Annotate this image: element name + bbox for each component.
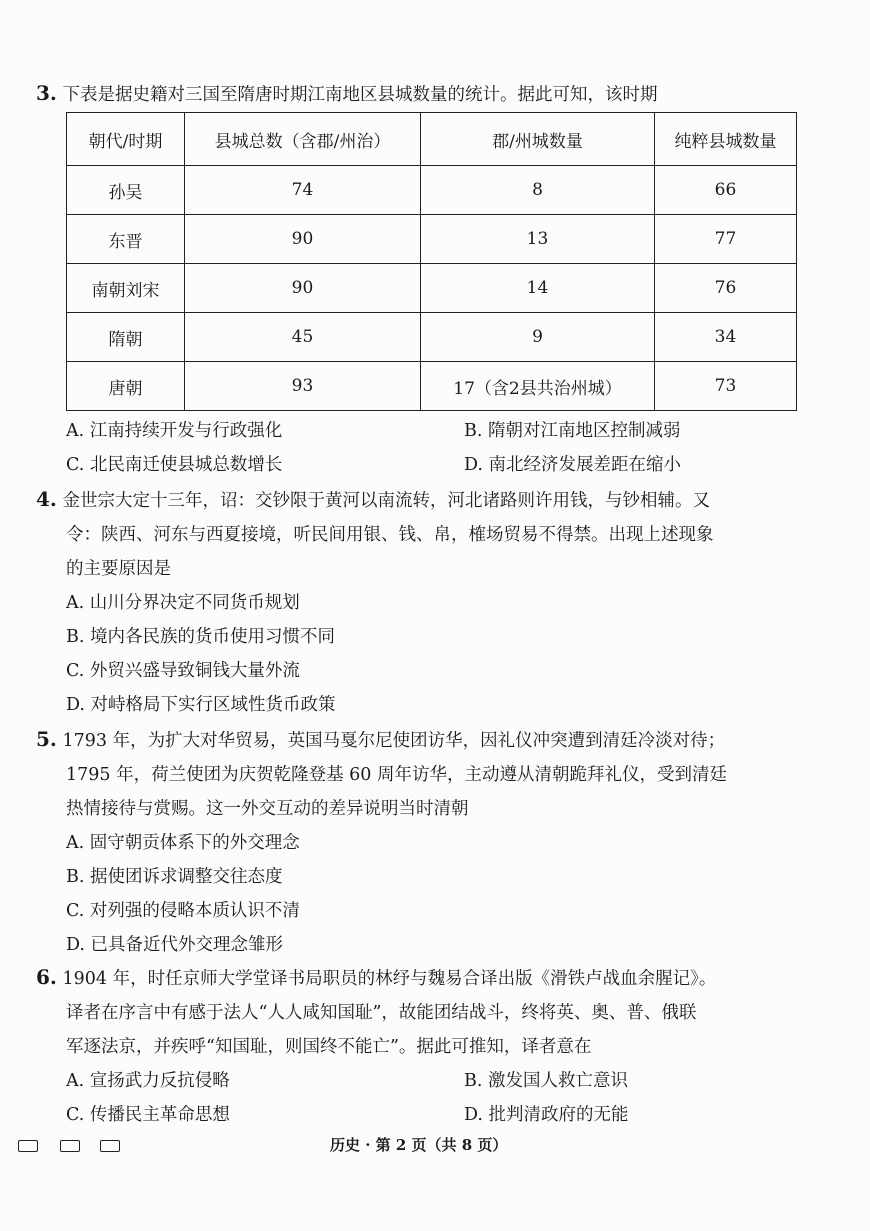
table-cell: 隋朝	[67, 313, 185, 362]
county-count-table	[66, 112, 797, 411]
option-d[interactable]: D. 南北经济发展差距在缩小	[464, 455, 682, 475]
question-text: 下表是据史籍对三国至隋唐时期江南地区县城数量的统计。据此可知，该时期	[62, 85, 658, 105]
table-cell: 93	[185, 362, 421, 411]
option-b[interactable]: B. 据使团诉求调整交往态度	[66, 867, 283, 887]
option-a[interactable]: A. 山川分界决定不同货币规划	[66, 593, 300, 613]
table-header-cell: 朝代/时期	[67, 113, 185, 166]
question-number: 3.	[36, 81, 57, 105]
table-cell: 9	[421, 313, 655, 362]
table-cell: 唐朝	[67, 362, 185, 411]
option-b[interactable]: B. 激发国人救亡意识	[464, 1071, 628, 1091]
question-3-options	[36, 414, 806, 482]
table-cell: 南朝刘宋	[67, 264, 185, 313]
table-row	[67, 215, 797, 264]
question-4	[36, 482, 806, 722]
option-a[interactable]: A. 江南持续开发与行政强化	[66, 421, 283, 441]
question-text-line: 译者在序言中有感于法人“人人咸知国耻”，故能团结战斗，终将英、奥、普、俄联	[66, 1003, 697, 1023]
answer-box-icon	[100, 1140, 120, 1152]
option-a[interactable]: A. 固守朝贡体系下的外交理念	[66, 833, 300, 853]
option-c[interactable]: C. 北民南迁使县城总数增长	[66, 455, 283, 475]
option-d[interactable]: D. 批判清政府的无能	[464, 1105, 629, 1125]
table-header-cell: 郡/州城数量	[421, 113, 655, 166]
table-header-row	[67, 113, 797, 166]
table-cell: 73	[655, 362, 797, 411]
question-5	[36, 722, 806, 962]
question-text-line: 金世宗大定十三年，诏：交钞限于黄河以南流转，河北诸路则许用钱，与钞相辅。又	[62, 491, 710, 511]
option-b[interactable]: B. 隋朝对江南地区控制减弱	[464, 421, 681, 441]
table-cell: 13	[421, 215, 655, 264]
table-header-cell: 县城总数（含郡/州治）	[185, 113, 421, 166]
table-cell: 66	[655, 166, 797, 215]
table-cell: 东晋	[67, 215, 185, 264]
question-3	[36, 76, 806, 112]
option-c[interactable]: C. 传播民主革命思想	[66, 1105, 230, 1125]
table-cell: 74	[185, 166, 421, 215]
question-text-line: 1795 年，荷兰使团为庆贺乾隆登基 60 周年访华，主动遵从清朝跪拜礼仪，受到清廷	[66, 765, 727, 785]
table-cell: 34	[655, 313, 797, 362]
question-number: 6.	[36, 965, 57, 989]
question-5-stem	[36, 722, 806, 758]
question-text-line: 的主要原因是	[66, 559, 171, 579]
question-6	[36, 960, 806, 1132]
table-row	[67, 264, 797, 313]
question-3-stem	[36, 76, 806, 112]
answer-box-icon	[60, 1140, 80, 1152]
option-a[interactable]: A. 宣扬武力反抗侵略	[66, 1071, 230, 1091]
option-d[interactable]: D. 对峙格局下实行区域性货币政策	[66, 695, 336, 715]
question-text-line: 军逐法京，并疾呼“知国耻，则国终不能亡”。据此可推知，译者意在	[66, 1037, 592, 1057]
option-b[interactable]: B. 境内各民族的货币使用习惯不同	[66, 627, 335, 647]
table-cell: 14	[421, 264, 655, 313]
table-cell: 45	[185, 313, 421, 362]
question-4-stem	[36, 482, 806, 518]
option-c[interactable]: C. 外贸兴盛导致铜钱大量外流	[66, 661, 300, 681]
option-c[interactable]: C. 对列强的侵略本质认识不清	[66, 901, 300, 921]
table-cell: 90	[185, 215, 421, 264]
table-header-cell: 纯粹县城数量	[655, 113, 797, 166]
question-text-line: 1793 年，为扩大对华贸易，英国马戛尔尼使团访华，因礼仪冲突遭到清廷冷淡对待；	[62, 731, 726, 751]
table-row	[67, 362, 797, 411]
table-cell: 8	[421, 166, 655, 215]
page-footer	[0, 1134, 870, 1156]
table-row	[67, 166, 797, 215]
question-number: 4.	[36, 487, 57, 511]
table-cell: 77	[655, 215, 797, 264]
question-6-stem	[36, 960, 806, 996]
option-d[interactable]: D. 已具备近代外交理念雏形	[66, 935, 284, 955]
table-cell: 孙吴	[67, 166, 185, 215]
question-text-line: 热情接待与赏赐。这一外交互动的差异说明当时清朝	[66, 799, 469, 819]
question-text-line: 1904 年，时任京师大学堂译书局职员的林纾与魏易合译出版《滑铁卢战血余腥记》。	[62, 969, 717, 989]
table-row	[67, 313, 797, 362]
table-cell: 90	[185, 264, 421, 313]
question-text-line: 令：陕西、河东与西夏接境，听民间用银、钱、帛，榷场贸易不得禁。出现上述现象	[66, 525, 714, 545]
table-cell: 17（含2县共治州城）	[421, 362, 655, 411]
question-number: 5.	[36, 727, 57, 751]
answer-box-icon	[18, 1140, 38, 1152]
page-number-label: 历史 · 第 2 页（共 8 页）	[330, 1136, 508, 1154]
table-cell: 76	[655, 264, 797, 313]
